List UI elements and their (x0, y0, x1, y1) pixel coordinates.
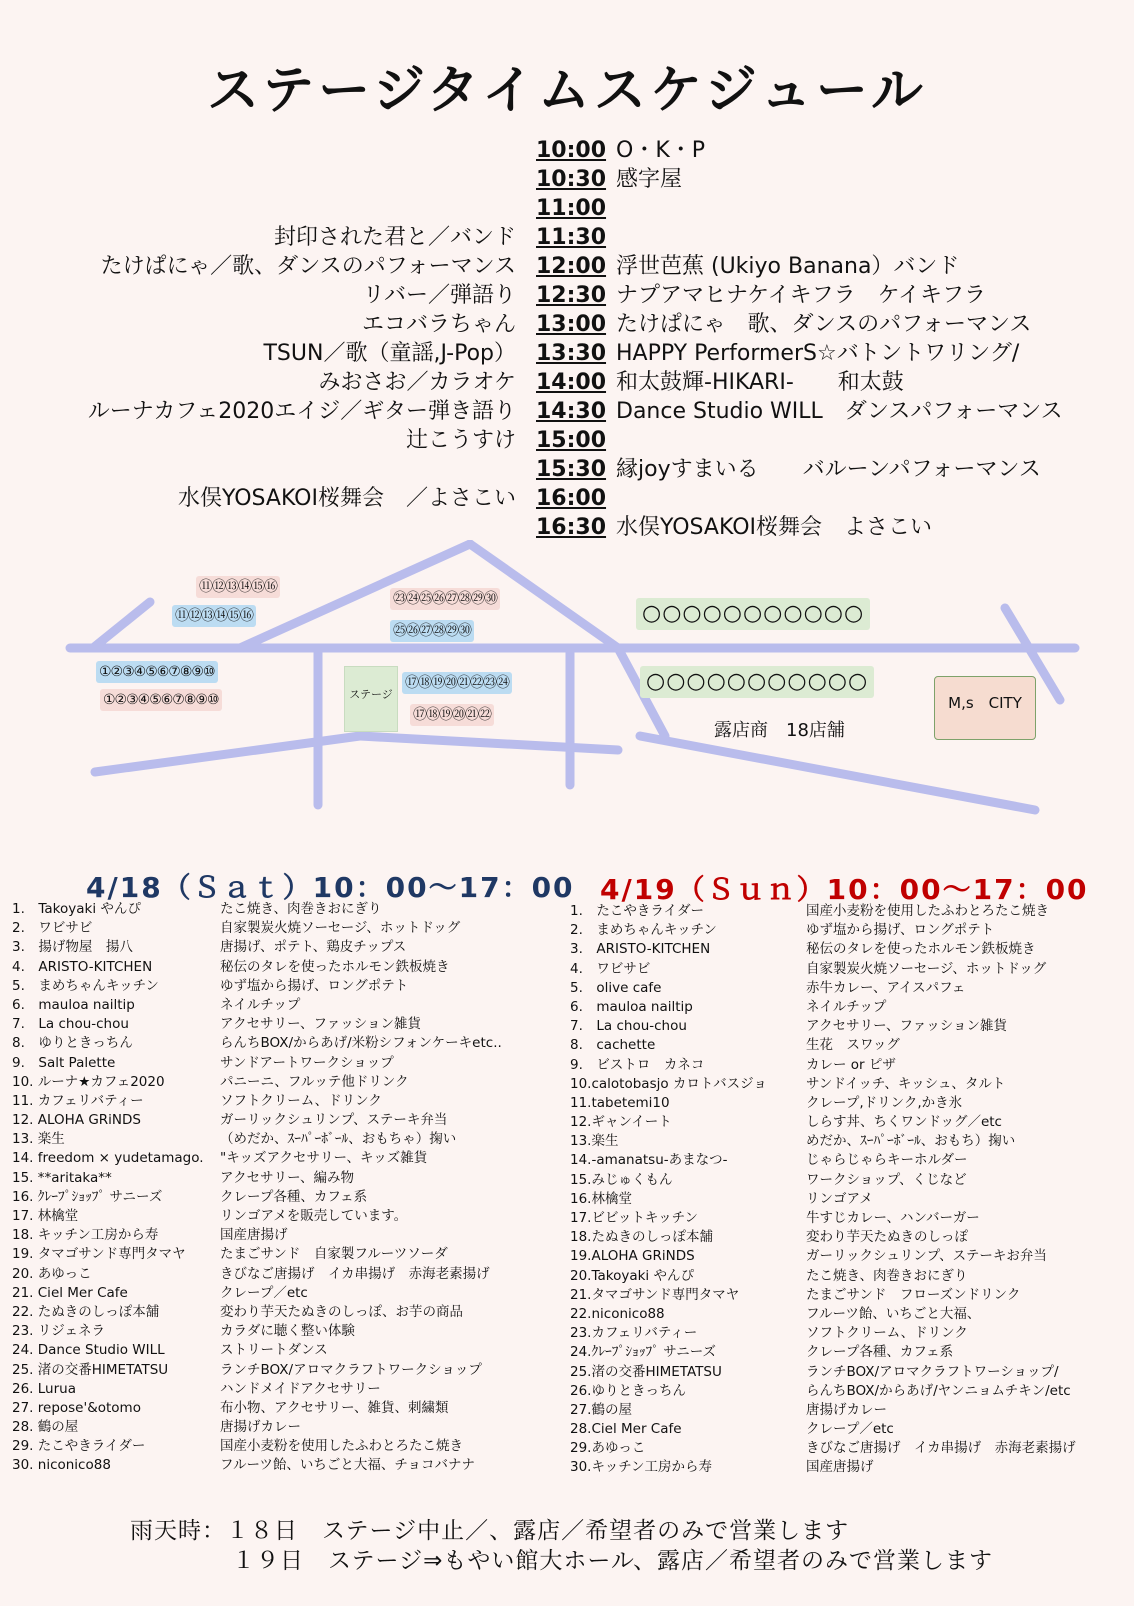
shop-description: 生花 スワッグ (806, 1037, 900, 1054)
venue-map (0, 540, 1134, 840)
shop-description: 赤牛カレー、アイスパフェ (806, 979, 966, 996)
shop-name: 16. ｸﾚｰﾌﾟｼｮｯﾌﾟ サニーズ (12, 1188, 163, 1205)
shop-description: アクセサリー、ファッション雑貨 (806, 1018, 1008, 1035)
shop-description: らんちBOX/からあげ/米粉シフォンケーキetc.. (220, 1035, 502, 1052)
schedule-left-act: たけぱにゃ／歌、ダンスのパフォーマンス (100, 254, 516, 279)
shop-name: 5. olive cafe (570, 979, 662, 996)
shop-description: たこ焼き、肉巻きおにぎり (220, 901, 382, 917)
shop-row (12, 1073, 557, 1092)
shop-description: ワークショップ、くじなど (806, 1171, 967, 1188)
schedule-time: 11:30 (536, 225, 607, 250)
shop-name: 4. ワビサビ (570, 960, 651, 977)
schedule-time: 15:00 (536, 428, 607, 453)
shop-row (12, 1399, 557, 1418)
shop-description: 布小物、アクセサリー、雑貨、刺繍類 (220, 1399, 449, 1416)
shop-name: 3. 揚げ物屋 揚八 (12, 939, 133, 956)
shop-row (570, 1113, 1130, 1132)
schedule-time: 16:30 (536, 515, 607, 540)
diagonal-road-left (93, 602, 150, 648)
shop-row (570, 1420, 1130, 1439)
shop-name: 29.あゆっこ (570, 1440, 646, 1457)
shop-name: 3. ARISTO-KITCHEN (570, 941, 711, 958)
shop-name: 25.渚の交番HIMETATSU (570, 1363, 722, 1380)
shop-row (570, 1324, 1130, 1343)
shop-name: 11.tabetemi10 (570, 1094, 670, 1111)
shop-row (12, 1380, 557, 1399)
schedule-row (0, 310, 1134, 339)
shop-name: 30.キッチン工房から寿 (570, 1459, 713, 1476)
shop-row (570, 1267, 1130, 1286)
day1-shop-list (12, 900, 557, 1476)
shop-name: 18. キッチン工房から寿 (12, 1227, 159, 1244)
shop-row (12, 1303, 557, 1322)
stall-numbers-1-10-blue: ①②③④⑤⑥⑦⑧⑨⑩ (96, 661, 218, 683)
shop-description: 変わり芋天たぬきのしっぽ (806, 1229, 968, 1246)
shop-description: 秘伝のタレを使ったホルモン鉄板焼き (220, 958, 450, 975)
shop-name: 24.ｸﾚｰﾌﾟｼｮｯﾌﾟ サニーズ (570, 1344, 717, 1361)
schedule-row (0, 252, 1134, 281)
shop-name: 1. たこやきライダー (570, 903, 704, 919)
shop-row (570, 1190, 1130, 1209)
shop-description: 唐揚げカレー (220, 1419, 301, 1436)
shop-row (570, 1171, 1130, 1190)
shop-description: （めだか、ｽｰﾊﾟｰﾎﾞｰﾙ、おもちゃ）掬い (220, 1131, 457, 1148)
shop-description: ハンドメイドアクセサリー (220, 1380, 381, 1397)
shop-name: 28. 鶴の屋 (12, 1419, 79, 1436)
shop-row (12, 1188, 557, 1207)
shop-name: 20.Takoyaki やんぴ (570, 1267, 694, 1284)
rain-notice-line2: １９日 ステージ⇒もやい館大ホール、露店／希望者のみで営業します (232, 1548, 994, 1574)
shop-row (12, 1322, 557, 1341)
shop-name: 13.楽生 (570, 1133, 619, 1150)
shop-name: 17. 林檎堂 (12, 1208, 79, 1224)
shop-row (570, 1036, 1130, 1055)
schedule-row (0, 426, 1134, 455)
shop-name: 24. Dance Studio WILL (12, 1342, 165, 1359)
schedule-left-act: リバー／弾語り (362, 283, 516, 308)
shop-description: フルーツ飴、いちごと大福、チョコバナナ (220, 1457, 476, 1474)
shop-description: ストリートダンス (220, 1342, 328, 1359)
shop-description: しらす丼、ちくワンドッグ／etc (806, 1114, 1002, 1131)
shop-name: 19. タマゴサンド専門タマヤ (12, 1246, 186, 1263)
schedule-row (0, 281, 1134, 310)
shop-row (12, 938, 557, 957)
shop-row (570, 960, 1130, 979)
shop-name: 7. La chou-chou (12, 1016, 129, 1033)
shop-row (12, 1226, 557, 1245)
shop-row (570, 1151, 1130, 1170)
shop-name: 26. Lurua (12, 1380, 76, 1397)
ms-city-marker: M,s CITY (934, 676, 1036, 740)
shop-name: 8. cachette (570, 1037, 656, 1054)
shop-description: 変わり芋天たぬきのしっぽ、お芋の商品 (220, 1303, 463, 1320)
shop-row (12, 1265, 557, 1284)
schedule-right-act: 縁joyすまいる バルーンパフォーマンス (616, 457, 1041, 482)
schedule-row (0, 165, 1134, 194)
shop-name: 9. Salt Palette (12, 1054, 116, 1071)
shop-row (12, 1015, 557, 1034)
stall-numbers-17-24-blue: ⑰⑱⑲⑳㉑㉒㉓㉔ (402, 672, 512, 694)
shop-description: 国産唐揚げ (806, 1459, 874, 1476)
shop-description: ガーリックシュリンプ、ステーキお弁当 (806, 1248, 1047, 1265)
shop-row (12, 1169, 557, 1188)
schedule-left-act: 水俣YOSAKOI桜舞会 ／よさこい (177, 486, 516, 511)
schedule-time: 14:00 (536, 370, 607, 395)
shop-name: 15.みじゅくもん (570, 1171, 673, 1188)
shop-row (12, 1207, 557, 1226)
shop-row (12, 1034, 557, 1053)
shop-name: 21.タマゴサンド専門タマヤ (570, 1286, 740, 1303)
schedule-time: 13:30 (536, 341, 607, 366)
shop-row (12, 1361, 557, 1380)
shop-description: たまごサンド 自家製フルーツソーダ (220, 1246, 448, 1263)
shop-name: 29. たこやきライダー (12, 1438, 146, 1455)
schedule-time: 15:30 (536, 457, 607, 482)
schedule-left-act: エコバラちゃん (361, 312, 516, 337)
shop-name: 2. まめちゃんキッチン (570, 922, 717, 939)
shop-row (12, 1054, 557, 1073)
shop-row (12, 977, 557, 996)
schedule-right-act: HAPPY PerformerS☆バトントワリング/ (616, 341, 1020, 366)
shop-row (12, 1284, 557, 1303)
schedule-right-act: Dance Studio WILL ダンスパフォーマンス (616, 399, 1063, 424)
shop-description: たまごサンド フローズンドリンク (806, 1286, 1021, 1303)
shop-description: 国産小麦粉を使用したふわとろたこ焼き (220, 1438, 463, 1455)
shop-row (570, 1382, 1130, 1401)
stalls-label: 露店商 18店舗 (714, 720, 845, 741)
shop-name: 2. ワビサビ (12, 920, 93, 937)
shop-row (12, 1418, 557, 1437)
schedule-right-act: 浮世芭蕉 (Ukiyo Banana）バンド (616, 254, 960, 279)
schedule-right-act: 水俣YOSAKOI桜舞会 よさこい (616, 515, 933, 540)
shop-row (12, 996, 557, 1015)
shop-description: ソフトクリーム、ドリンク (220, 1092, 382, 1109)
shop-name: 19.ALOHA GRiNDS (570, 1248, 695, 1265)
stall-circles-bottom: ○○○○○○○○○○○ (640, 666, 874, 698)
shop-name: 11. カフェリバティー (12, 1092, 144, 1109)
shop-name: 17.ビビットキッチン (570, 1210, 698, 1226)
schedule-time: 12:00 (536, 254, 607, 279)
shop-row (12, 900, 557, 919)
shop-row (12, 958, 557, 977)
shop-name: 22. たぬきのしっぽ本舗 (12, 1303, 160, 1320)
shop-name: 10.calotobasjo カロトバスジョ (570, 1075, 767, 1092)
schedule-row (0, 484, 1134, 513)
shop-description: カラダに聴く整い体験 (220, 1323, 355, 1340)
shop-description: パニーニ、フルッテ他ドリンク (220, 1073, 409, 1090)
shop-row (570, 1094, 1130, 1113)
shop-name: 28.Ciel Mer Cafe (570, 1421, 682, 1438)
shop-row (12, 1341, 557, 1360)
shop-name: 25. 渚の交番HIMETATSU (12, 1361, 169, 1378)
schedule-time: 11:00 (536, 196, 607, 221)
shop-row (12, 1456, 557, 1475)
shop-description: ランチBOX/アロマクラフトワークショップ (220, 1361, 482, 1378)
shop-description: ネイルチップ (220, 996, 301, 1013)
shop-name: 4. ARISTO-KITCHEN (12, 958, 153, 975)
shop-name: 27. repose'&otomo (12, 1399, 141, 1416)
schedule-row (0, 136, 1134, 165)
shop-description: 国産小麦粉を使用したふわとろたこ焼き (806, 903, 1049, 919)
shop-row (12, 1149, 557, 1168)
stall-numbers-11-16-blue: ⑪⑫⑬⑭⑮⑯ (172, 605, 256, 627)
schedule-row (0, 397, 1134, 426)
shop-row (570, 979, 1130, 998)
shop-row (570, 1056, 1130, 1075)
shop-row (570, 998, 1130, 1017)
shop-description: サンドイッチ、キッシュ、タルト (806, 1075, 1006, 1092)
schedule-row (0, 223, 1134, 252)
schedule-time: 12:30 (536, 283, 607, 308)
shop-row (570, 1228, 1130, 1247)
shop-description: 国産唐揚げ (220, 1227, 288, 1244)
shop-name: 13. 楽生 (12, 1131, 65, 1148)
schedule-time: 10:30 (536, 167, 607, 192)
shop-name: 5. まめちゃんキッチン (12, 977, 159, 994)
shop-description: らんちBOX/からあげ/ヤンニョムチキン/etc (806, 1382, 1071, 1399)
schedule-time: 13:00 (536, 312, 607, 337)
shop-description: クレープ各種、カフェ系 (220, 1188, 368, 1205)
shop-row (570, 1439, 1130, 1458)
rain-notice-line1: 雨天時：１８日 ステージ中止／、露店／希望者のみで営業します (130, 1518, 850, 1544)
shop-row (12, 1130, 557, 1149)
shop-row (570, 1132, 1130, 1151)
shop-name: 14.-amanatsu-あまなつ- (570, 1152, 728, 1169)
shop-row (570, 940, 1130, 959)
shop-description: ランチBOX/アロマクラフトワーショップ/ (806, 1363, 1059, 1380)
schedule-right-act: 感字屋 (616, 167, 683, 192)
shop-description: ゆず塩から揚げ、ロングポテト (220, 977, 409, 994)
shop-description: クレープ各種、カフェ系 (806, 1344, 954, 1361)
shop-name: 12.ギャンイート (570, 1114, 672, 1131)
shop-row (570, 1247, 1130, 1266)
schedule-left-act: みおさお／カラオケ (318, 370, 516, 395)
shop-row (570, 1401, 1130, 1420)
shop-row (12, 1437, 557, 1456)
stall-numbers-23-30-pink: ㉓㉔㉕㉖㉗㉘㉙㉚ (390, 588, 500, 610)
shop-name: 27.鶴の屋 (570, 1401, 632, 1418)
schedule-row (0, 455, 1134, 484)
stall-circles-top: ○○○○○○○○○○○ (636, 598, 870, 630)
shop-row (570, 1286, 1130, 1305)
stall-numbers-17-22-pink: ⑰⑱⑲⑳㉑㉒ (410, 704, 494, 726)
shop-row (12, 1092, 557, 1111)
shop-description: ゆず塩から揚げ、ロングポテト (806, 922, 995, 939)
shop-name: 20. あゆっこ (12, 1265, 92, 1282)
schedule-left-act: TSUN／歌（童謡,J-Pop） (263, 341, 516, 366)
day2-heading: 4/19（Ｓｕｎ）10：00～17：00 (600, 873, 1089, 906)
shop-description: 秘伝のタレを使ったホルモン鉄板焼き (806, 941, 1036, 958)
shop-row (570, 1017, 1130, 1036)
shop-name: 9. ビストロ カネコ (570, 1056, 705, 1073)
shop-row (570, 902, 1130, 921)
schedule-left-act: ルーナカフェ2020エイジ／ギター弾き語り (87, 399, 516, 424)
shop-row (570, 1458, 1130, 1477)
shop-description: アクセサリー、編み物 (220, 1169, 355, 1186)
schedule-time: 14:30 (536, 399, 607, 424)
schedule-left-act: 封印された君と／バンド (273, 225, 516, 250)
shop-name: 7. La chou-chou (570, 1018, 687, 1035)
shop-name: 16.林檎堂 (570, 1190, 632, 1207)
shop-row (570, 1363, 1130, 1382)
shop-name: 30. niconico88 (12, 1457, 111, 1474)
shop-description: リンゴアメ (806, 1190, 873, 1207)
schedule-row (0, 368, 1134, 397)
shop-row (12, 1111, 557, 1130)
schedule-right-act: ナプアマヒナケイキフラ ケイキフラ (616, 283, 987, 308)
day1-heading: 4/18（Ｓａｔ）10：00～17：00 (86, 871, 575, 904)
shop-description: たこ焼き、肉巻きおにぎり (806, 1267, 968, 1284)
shop-name: 22.niconico88 (570, 1305, 665, 1322)
shop-description: サンドアートワークショップ (220, 1054, 394, 1071)
shop-description: 自家製炭火焼ソーセージ、ホットドッグ (220, 920, 461, 937)
lower-road-3 (640, 736, 1035, 810)
shop-description: ネイルチップ (806, 998, 887, 1015)
shop-name: 10. ルーナ★カフェ2020 (12, 1073, 165, 1090)
shop-row (570, 1209, 1130, 1228)
shop-description: アクセサリー、ファッション雑貨 (220, 1016, 422, 1033)
shop-description: 唐揚げ、ポテト、鶏皮チップス (220, 939, 407, 956)
shop-row (570, 921, 1130, 940)
shop-description: じゃらじゃらキーホルダー (806, 1152, 968, 1169)
schedule-right-act: 和太鼓輝-HIKARI- 和太鼓 (616, 370, 904, 395)
shop-name: 15. **aritaka** (12, 1169, 112, 1186)
stall-numbers-25-30-blue: ㉕㉖㉗㉘㉙㉚ (390, 620, 474, 642)
shop-description: 唐揚げカレー (806, 1401, 887, 1418)
stall-numbers-11-16-pink: ⑪⑫⑬⑭⑮⑯ (196, 576, 280, 598)
schedule-right-act: O・K・P (616, 138, 706, 163)
schedule-time: 16:00 (536, 486, 607, 511)
shop-name: 6. mauloa nailtip (12, 996, 135, 1013)
shop-name: 14. freedom × yudetamago. (12, 1150, 204, 1167)
shop-row (12, 1245, 557, 1264)
lower-road-2 (360, 736, 618, 750)
shop-name: 18.たぬきのしっぽ本舗 (570, 1229, 713, 1246)
schedule-row (0, 513, 1134, 542)
schedule-time: 10:00 (536, 138, 607, 163)
shop-description: きびなご唐揚げ イカ串揚げ 赤海老素揚げ (806, 1440, 1076, 1457)
shop-description: 牛すじカレー、ハンバーガー (806, 1210, 980, 1226)
shop-description: クレープ,ドリンク,かき氷 (806, 1094, 963, 1111)
shop-description: カレー or ピザ (806, 1056, 896, 1073)
shop-name: 21. Ciel Mer Cafe (12, 1284, 128, 1301)
page-title: ステージタイムスケジュール (207, 61, 927, 121)
shop-description: リンゴアメを販売しています。 (220, 1208, 408, 1224)
shop-description: ガーリックシュリンプ、ステーキ弁当 (220, 1112, 448, 1129)
shop-row (12, 919, 557, 938)
shop-description: ソフトクリーム、ドリンク (806, 1325, 968, 1342)
shop-name: 8. ゆりときっちん (12, 1035, 133, 1052)
shop-name: 12. ALOHA GRiNDS (12, 1112, 141, 1129)
schedule-left-act: 辻こうすけ (405, 428, 516, 453)
day2-shop-list (570, 902, 1130, 1478)
shop-description: きびなご唐揚げ イカ串揚げ 赤海老素揚げ (220, 1265, 490, 1282)
schedule-row (0, 339, 1134, 368)
stage-marker: ステージ (344, 666, 398, 732)
shop-description: フルーツ飴、いちごと大福、 (806, 1305, 981, 1322)
shop-name: 6. mauloa nailtip (570, 998, 693, 1015)
shop-description: クレープ／etc (220, 1284, 308, 1301)
shop-description: めだか、ｽｰﾊﾟｰﾎﾞｰﾙ、おもち）掬い (806, 1133, 1016, 1150)
shop-row (570, 1305, 1130, 1324)
shop-description: クレープ／etc (806, 1421, 894, 1438)
shop-name: 1. Takoyaki やんぴ (12, 901, 141, 917)
shop-row (570, 1075, 1130, 1094)
shop-row (570, 1343, 1130, 1362)
stall-numbers-1-10-pink: ①②③④⑤⑥⑦⑧⑨⑩ (100, 689, 222, 711)
shop-name: 23. リジェネラ (12, 1323, 105, 1340)
shop-name: 23.カフェリバティー (570, 1325, 698, 1342)
schedule-row (0, 194, 1134, 223)
schedule-right-act: たけぱにゃ 歌、ダンスのパフォーマンス (616, 312, 1032, 337)
shop-description: "キッズアクセサリー、キッズ雑貨 (220, 1150, 428, 1167)
shop-name: 26.ゆりときっちん (570, 1382, 686, 1399)
shop-description: 自家製炭火焼ソーセージ、ホットドッグ (806, 960, 1047, 977)
